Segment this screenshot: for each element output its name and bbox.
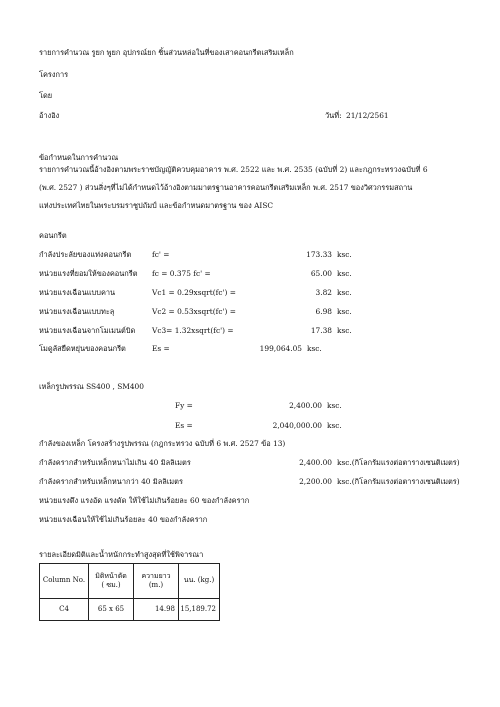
cell-length: 14.98 [134,599,179,621]
rebar-heading: กำลังของเหล็ก โครงสร้างรูปพรรณ (กฎกระทรวง ฉบับที่ 6 พ.ศ. 2527 ข้อ 13) [39,439,286,448]
criteria-line-1: รายการคำนวณนี้อ้างอิงตามพระราชบัญญัติควบคุมอาคาร พ.ศ. 2522 และ พ.ศ. 2535 (ฉบับที่ 2) และกฎกระทรวงฉบับที่ 6 [39,165,428,174]
header-section-line-1: มิติหน้าตัด [95,571,127,580]
concrete-formula: Vc2 = 0.53xsqrt(fc') = [152,307,236,316]
table-caption: รายละเอียดมิติและน้ำหนักกระทำสูงสุดที่ใช้พิจารณา [39,550,204,559]
concrete-formula: fc' = [152,250,170,259]
header-length: ความยาว (m.) [134,564,179,599]
cell-weight: 15,189.72 [179,599,220,621]
document-title: รายการคำนวณ รูยก พูยก อุปกรณ์ยก ชิ้นส่วนหล่อในที่ของเสาคอนกรีตเสริมเหล็ก [39,48,294,57]
concrete-label: โมดูลัสยืดหยุ่นของคอนกรีต [39,344,126,353]
project-label: โครงการ [39,70,69,79]
concrete-label: กำลังประลัยของแท่งคอนกรีต [39,250,132,259]
es-unit: ksc. [327,421,342,430]
concrete-value: 65.00 [310,269,332,278]
fy-label: Fy = [175,401,193,410]
es-value: 2,040,000.00 [272,421,322,430]
fy-value: 2,400.00 [289,401,322,410]
concrete-value: 173.33 [306,250,332,259]
concrete-value: 17.38 [310,326,332,335]
reference-label: อ้างอิง [39,111,60,120]
rebar-unit: ksc.(กิโลกรัมแรงต่อตารางเซนติเมตร) [337,458,460,467]
header-section-line-2: ( ซม.) [101,581,121,589]
concrete-formula: Vc1 = 0.29xsqrt(fc') = [152,288,236,297]
concrete-formula: fc = 0.375 fc' = [152,269,211,278]
concrete-unit: ksc. [337,326,352,335]
concrete-unit: ksc. [337,307,352,316]
rebar-label: กำลังครากสำหรับเหล็กหนากว่า 40 มิลลิเมตร [39,477,183,486]
concrete-label: หน่วยแรงเฉือนแบบทะลุ [39,307,115,316]
concrete-heading: คอนกรีต [39,231,67,240]
rebar-value: 2,200.00 [299,477,332,486]
concrete-unit: ksc. [337,269,352,278]
rebar-unit: ksc.(กิโลกรัมแรงต่อตารางเซนติเมตร) [337,477,460,486]
header-column-no: Column No. [40,564,89,599]
header-section [89,564,134,599]
concrete-unit: ksc. [307,344,322,353]
header-weight: นน. (kg.) [179,564,220,599]
date-label: วันที่: [325,111,342,120]
steel-heading: เหล็กรูปพรรณ SS400 , SM400 [39,382,144,391]
criteria-line-2: (พ.ศ. 2527 ) ส่วนสิ่งๆที่ไม่ได้กำหนดไว้อ้างอิงตามมาตรฐานอาคารคอนกรีตเสริมเหล็ก พ.ศ. 2517 ของวิศวกรรมสถาน [39,183,413,192]
cell-column-no: C4 [40,599,89,621]
concrete-formula: Vc3= 1.32xsqrt(fc') = [152,326,234,335]
concrete-formula: Es = [152,344,170,353]
rebar-value: 2,400.00 [299,458,332,467]
table-header-row [40,564,220,599]
concrete-value: 6.98 [315,307,332,316]
date-value: 21/12/2561 [346,111,389,120]
shear-note: หน่วยแรงเฉือนให้ใช้ไม่เกินร้อยละ 40 ของกำลังคราก [39,515,208,524]
by-label: โดย [39,91,53,100]
rebar-label: กำลังครากสำหรับเหล็กหนาไม่เกิน 40 มิลลิเมตร [39,458,191,467]
concrete-label: หน่วยแรงเฉือนแบบคาน [39,288,116,297]
concrete-label: หน่วยแรงที่ยอมให้ของคอนกรีต [39,269,138,278]
concrete-label: หน่วยแรงเฉือนจากโมเมนต์บิด [39,326,136,335]
column-table [39,563,220,621]
criteria-heading: ข้อกำหนดในการคำนวณ [39,153,119,162]
es-label: Es = [175,421,193,430]
cell-section: 65 x 65 [89,599,134,621]
concrete-unit: ksc. [337,288,352,297]
fy-unit: ksc. [327,401,342,410]
table-row [40,599,220,621]
stress-note: หน่วยแรงดึง แรงอัด แรงดัด ให้ใช้ไม่เกินร้อยละ 60 ของกำลังคราก [39,496,250,505]
concrete-unit: ksc. [337,250,352,259]
criteria-line-3: แห่งประเทศไทยในพระบรมราชูปถัมป์ และข้อกำหนดมาตรฐาน ของ AISC [39,201,274,210]
concrete-value: 3.82 [315,288,332,297]
concrete-value: 199,064.05 [259,344,302,353]
